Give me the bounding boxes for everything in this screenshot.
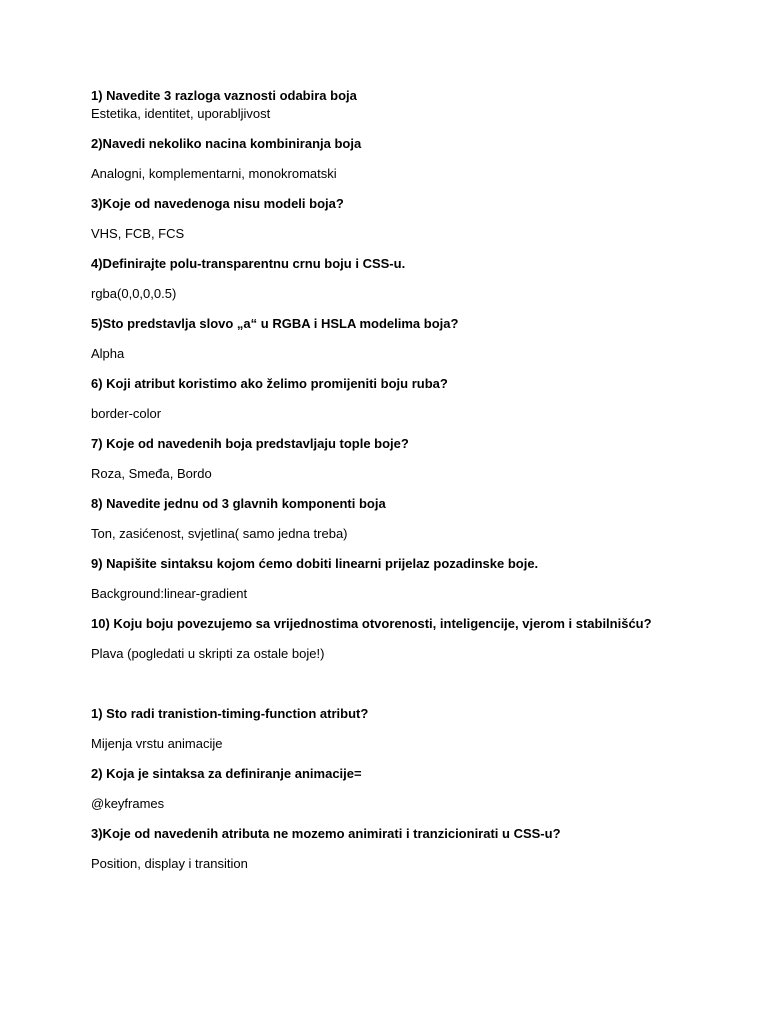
answer-2: Analogni, komplementarni, monokromatski [91,166,337,181]
question-7: 7) Koje od navedenih boja predstavljaju tople boje? [91,436,409,451]
question-8: 8) Navedite jednu od 3 glavnih komponenti boja [91,496,386,511]
answer-s2-3: Position, display i transition [91,856,248,871]
answer-4: rgba(0,0,0,0.5) [91,286,177,301]
question-2: 2)Navedi nekoliko nacina kombiniranja boja [91,136,362,151]
answer-7: Roza, Smeđa, Bordo [91,466,212,481]
answer-3: VHS, FCB, FCS [91,226,185,241]
question-9: 9) Napišite sintaksu kojom ćemo dobiti linearni prijelaz pozadinske boje. [91,556,539,571]
question-3: 3)Koje od navedenoga nisu modeli boja? [91,196,344,211]
question-10: 10) Koju boju povezujemo sa vrijednostima otvorenosti, inteligencije, vjerom i stabilnišću? [91,616,652,631]
answer-5: Alpha [91,346,125,361]
question-1: 1) Navedite 3 razloga vaznosti odabira boja [91,88,357,103]
answer-s2-2: @keyframes [91,796,165,811]
question-6: 6) Koji atribut koristimo ako želimo promijeniti boju ruba? [91,376,448,391]
answer-8: Ton, zasićenost, svjetlina( samo jedna treba) [91,526,348,541]
answer-10: Plava (pogledati u skripti za ostale boje!) [91,646,325,661]
answer-1: Estetika, identitet, uporabljivost [91,106,271,121]
answer-6: border-color [91,406,162,421]
question-s2-1: 1) Sto radi tranistion-timing-function atribut? [91,706,369,721]
answer-s2-1: Mijenja vrstu animacije [91,736,223,751]
question-s2-3: 3)Koje od navedenih atributa ne mozemo animirati i tranzicionirati u CSS-u? [91,826,561,841]
question-5: 5)Sto predstavlja slovo „a“ u RGBA i HSLA modelima boja? [91,316,459,331]
question-4: 4)Definirajte polu-transparentnu crnu boju i CSS-u. [91,256,406,271]
question-s2-2: 2) Koja je sintaksa za definiranje animacije= [91,766,362,781]
answer-9: Background:linear-gradient [91,586,248,601]
